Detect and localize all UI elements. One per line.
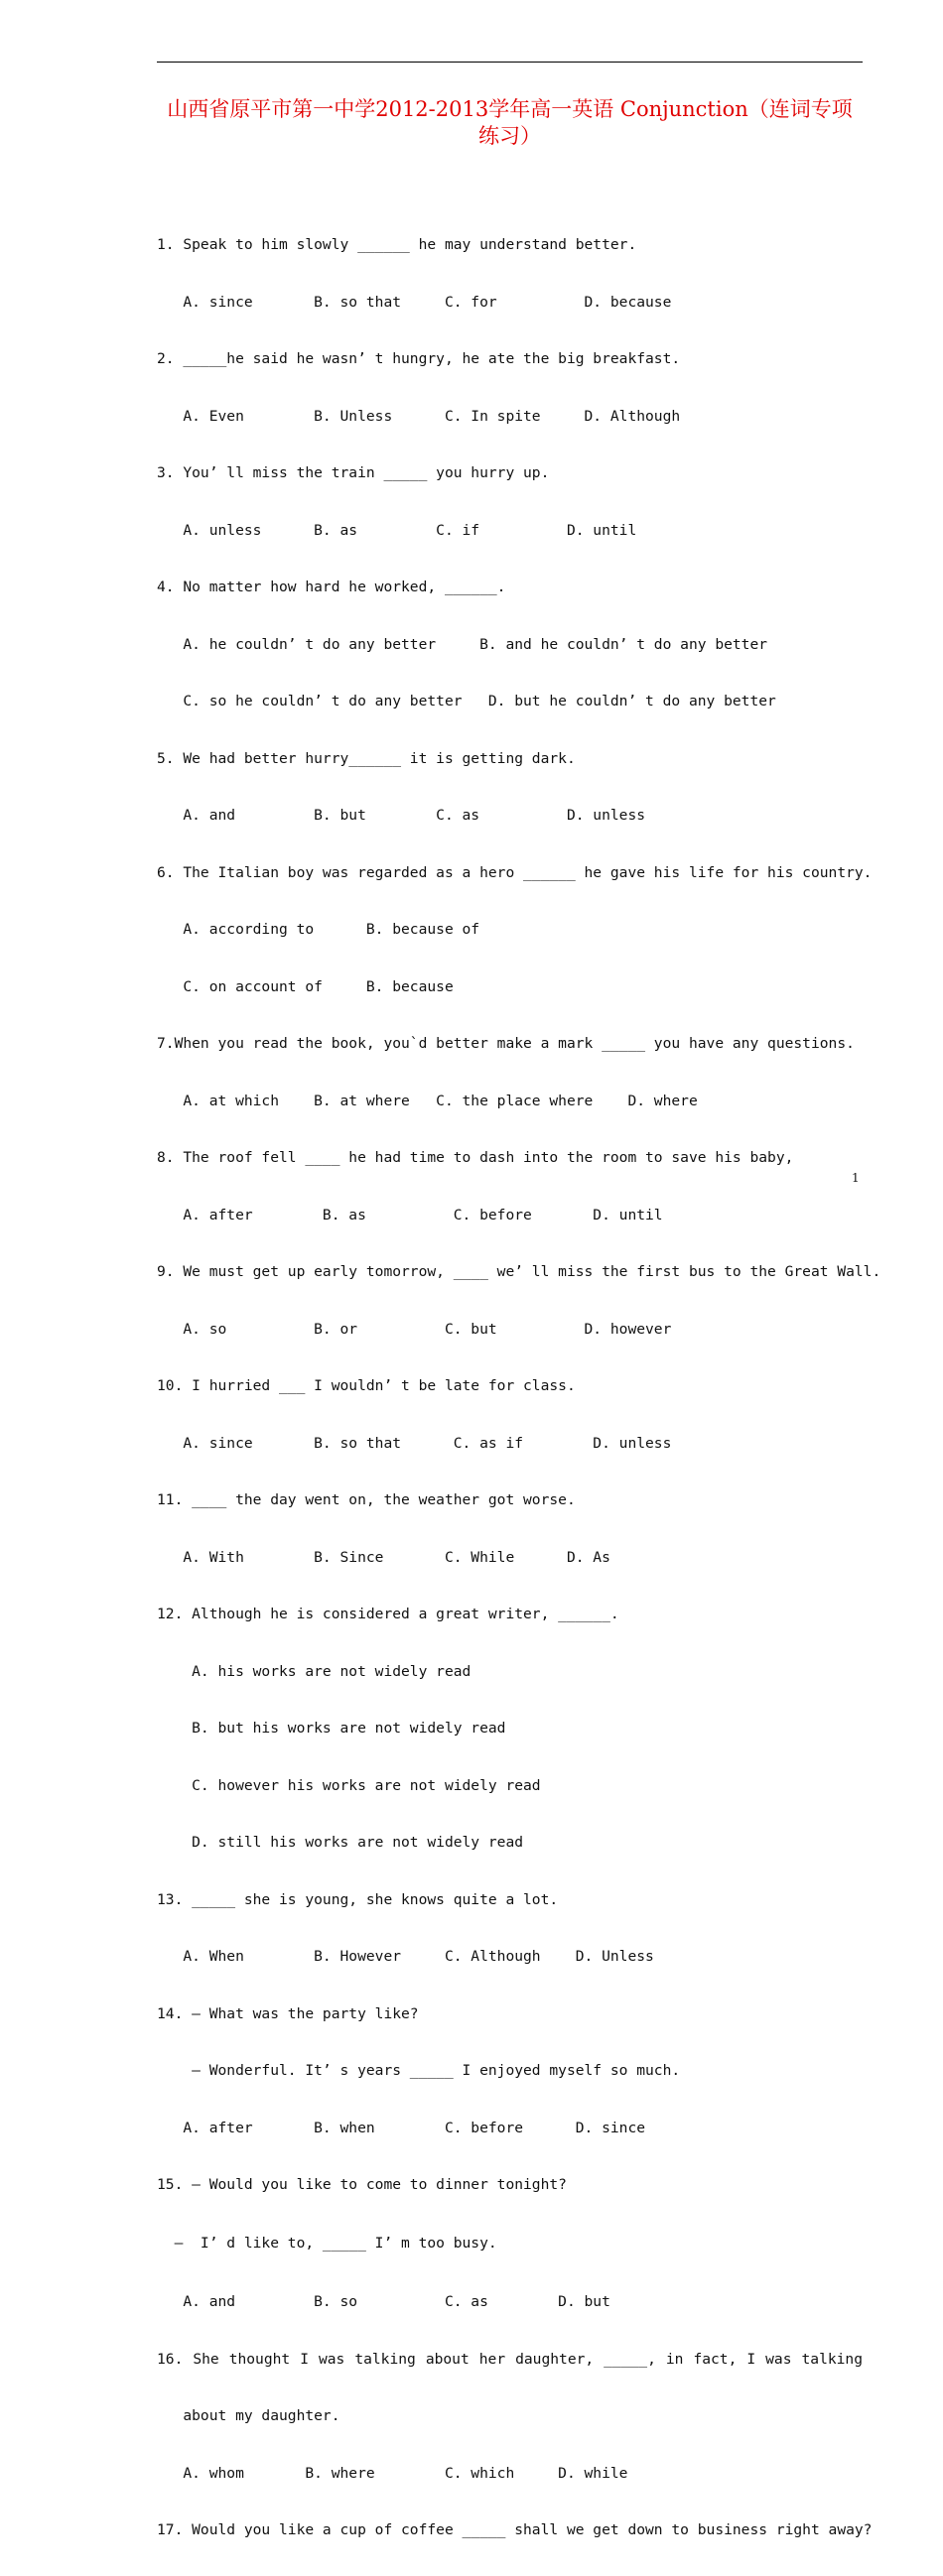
question-9-options: A. so B. or C. but D. however [157,1320,672,1338]
question-14: 14. – What was the party like? [157,2004,419,2022]
question-1-options: A. since B. so that C. for D. because [157,293,672,311]
question-13: 13. _____ she is young, she knows quite a lot. [157,1890,559,1908]
question-16-continued: about my daughter. [157,2407,340,2424]
question-3-options: A. unless B. as C. if D. until [157,521,637,539]
question-15-options: A. and B. so C. as D. but [157,2292,610,2310]
question-2: 2. _____he said he wasn’ t hungry, he ate the big breakfast. [157,350,681,367]
question-6-options-cd: C. on account of B. because [157,977,454,995]
question-3: 3. You’ ll miss the train _____ you hurry up. [157,464,550,481]
question-5: 5. We had better hurry______ it is getting dark. [157,749,576,767]
question-2-options: A. Even B. Unless C. In spite D. Although [157,407,681,425]
question-12-option-c: C. however his works are not widely read [157,1776,541,1794]
document-title [149,96,871,150]
question-17: 17. Would you like a cup of coffee _____ shall we get down to business right away? [157,2521,873,2538]
question-10-options: A. since B. so that C. as if D. unless [157,1434,672,1452]
question-12: 12. Although he is considered a great writer, ______. [157,1606,619,1622]
question-12-option-d: D. still his works are not widely read [157,1834,524,1851]
question-10: 10. I hurried ___ I wouldn’ t be late for class. [157,1377,576,1394]
question-9: 9. We must get up early tomorrow, ____ we’ ll miss the first bus to the Great Wall. [157,1263,881,1280]
question-8-options: A. after B. as C. before D. until [157,1206,663,1224]
question-13-options: A. When B. However C. Although D. Unless [157,1948,654,1965]
question-1: 1. Speak to him slowly ______ he may understand better. [157,236,637,253]
question-16-options: A. whom B. where C. which D. while [157,2464,628,2482]
title-line-1: 山西省原平市第一中学2012-2013学年高一英语 Conjunction（连词专项 [167,97,853,121]
question-6-options-ab: A. according to B. because of [157,921,480,938]
header-rule [157,62,863,63]
question-11-options: A. With B. Since C. While D. As [157,1548,610,1566]
question-6: 6. The Italian boy was regarded as a hero ______ he gave his life for his country. [157,863,873,881]
question-12-option-a: A. his works are not widely read [157,1662,472,1680]
question-15-reply: – I’ d like to, _____ I’ m too busy. [157,2234,497,2252]
question-14-options: A. after B. when C. before D. since [157,2119,646,2136]
page-number: 1 [852,1171,860,1185]
question-16: 16. She thought I was talking about her daughter, _____, in fact, I was talking [157,2350,863,2368]
question-12-option-b: B. but his works are not widely read [157,1720,506,1737]
exercise-list [157,199,881,2576]
question-7-options: A. at which B. at where C. the place where D. where [157,1092,698,1109]
question-7: 7.When you read the book, you`d better make a mark _____ you have any questions. [157,1035,855,1052]
question-14-reply: – Wonderful. It’ s years _____ I enjoyed myself so much. [157,2062,681,2079]
question-8: 8. The roof fell ____ he had time to dash into the room to save his baby, [157,1149,794,1166]
question-4-options-cd: C. so he couldn’ t do any better D. but he couldn’ t do any better [157,693,776,709]
question-4-options-ab: A. he couldn’ t do any better B. and he couldn’ t do any better [157,635,768,653]
title-line-2: 练习） [478,124,541,148]
question-5-options: A. and B. but C. as D. unless [157,807,646,824]
question-11: 11. ____ the day went on, the weather got worse. [157,1491,576,1508]
question-4: 4. No matter how hard he worked, ______. [157,579,506,595]
question-15: 15. – Would you like to come to dinner tonight? [157,2176,567,2193]
